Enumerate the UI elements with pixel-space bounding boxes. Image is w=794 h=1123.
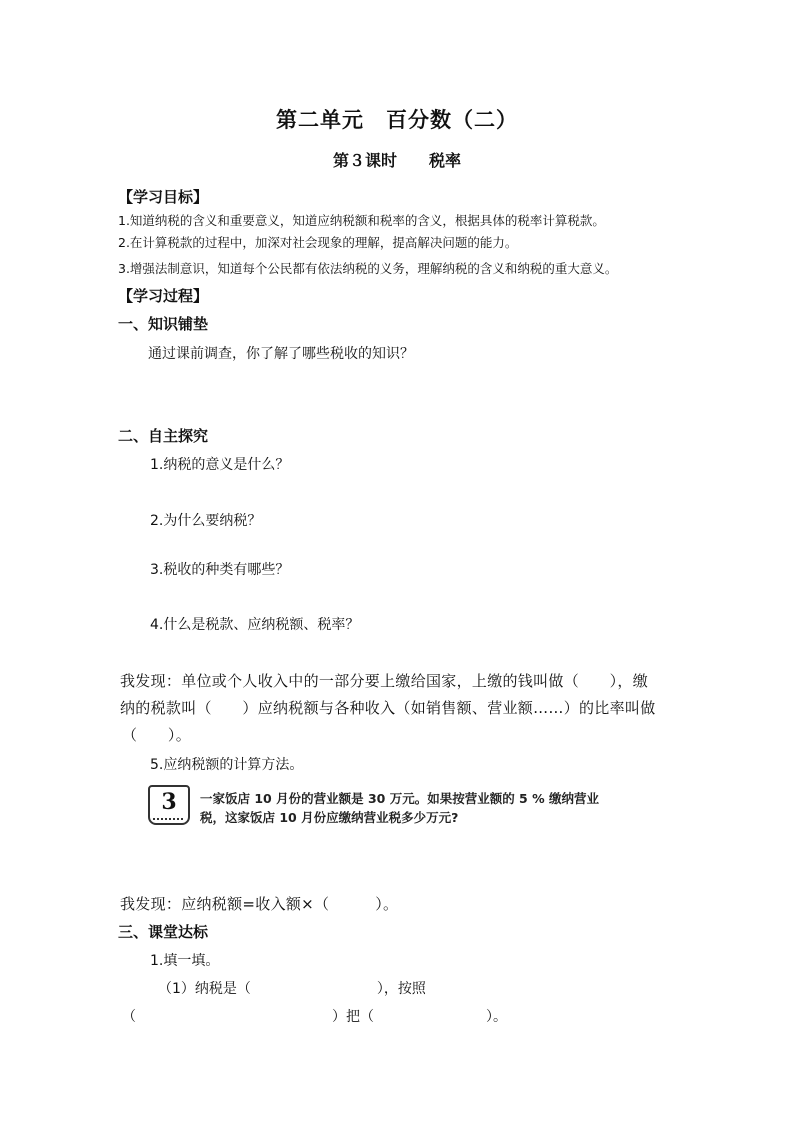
page-title: 第二单元 百分数（二） bbox=[276, 108, 518, 132]
question-4: 4.什么是税款、应纳税额、税率？ bbox=[150, 617, 360, 633]
goal-item-3: 3.增强法制意识，知道每个公民都有依法纳税的义务，理解纳税的含义和纳税的重大意义。 bbox=[118, 261, 618, 276]
goal-item-2: 2.在计算税款的过程中，加深对社会现象的理解，提高解决问题的能力。 bbox=[118, 235, 518, 250]
goals-heading: 【学习目标】 bbox=[118, 188, 209, 206]
discovery-formula: 我发现：应纳税额=收入额×（ ）。 bbox=[120, 895, 399, 913]
discovery-line-3: （ ）。 bbox=[122, 726, 192, 744]
process-heading: 【学习过程】 bbox=[118, 287, 209, 305]
example-text-line-1: 一家饭店 10 月份的营业额是 30 万元。如果按营业额的 5 % 缴纳营业 bbox=[200, 791, 599, 806]
question-3: 3.税收的种类有哪些？ bbox=[150, 562, 290, 578]
discovery-line-1: 我发现：单位或个人收入中的一部分要上缴给国家，上缴的钱叫做（ ），缴 bbox=[120, 672, 649, 690]
section1-heading: 一、知识铺垫 bbox=[118, 315, 209, 333]
question-5: 5.应纳税额的计算方法。 bbox=[150, 757, 304, 773]
fill-in-title: 1.填一填。 bbox=[150, 953, 220, 969]
example-problem bbox=[148, 785, 648, 831]
question-1: 1.纳税的意义是什么？ bbox=[150, 457, 290, 473]
section3-heading: 三、课堂达标 bbox=[118, 923, 209, 941]
example-number-badge: 3 bbox=[148, 785, 190, 825]
question-2: 2.为什么要纳税？ bbox=[150, 513, 262, 529]
goal-item-1: 1.知道纳税的含义和重要意义，知道应纳税额和税率的含义，根据具体的税率计算税款。 bbox=[118, 213, 605, 228]
section1-question: 通过课前调查，你了解了哪些税收的知识？ bbox=[148, 346, 414, 362]
fill-in-line-2: （ ）把（ ）。 bbox=[122, 1009, 507, 1025]
lesson-subtitle: 第３课时 税率 bbox=[332, 151, 461, 170]
discovery-line-2: 纳的税款叫（ ）应纳税额与各种收入（如销售额、营业额……）的比率叫做 bbox=[120, 699, 656, 717]
example-text-line-2: 税，这家饭店 10 月份应缴纳营业税多少万元? bbox=[200, 810, 459, 825]
fill-in-line-1: （1）纳税是（ ），按照 bbox=[158, 981, 426, 997]
section2-heading: 二、自主探究 bbox=[118, 427, 209, 445]
